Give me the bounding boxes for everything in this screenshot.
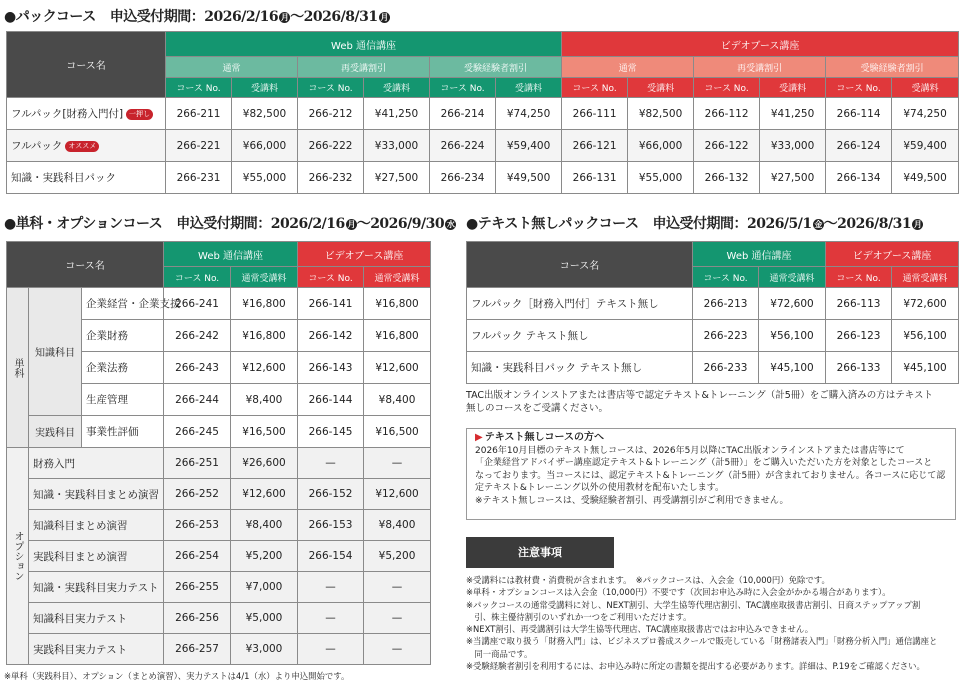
course-name: 企業財務 [82, 320, 164, 352]
course-name: 知識・実践科目まとめ演習 [29, 479, 164, 510]
single-footer-note: ※単科（実践科目）、オプション（まとめ演習）、実力テストは4/1（水）より申込開始です。 [4, 671, 350, 681]
notice-line: ※受講料には教材費・消費税が含まれます。 ※パックコースは、入会金（10,000円）免除です。 [466, 575, 830, 585]
group-practice: 実践科目 [29, 416, 82, 448]
fee-cell: ¥12,600 [231, 352, 298, 384]
course-no-cell: 266-234 [430, 162, 496, 194]
course-no-cell: 266-254 [164, 541, 231, 572]
fee-cell: ¥55,000 [232, 162, 298, 194]
col-no: コース No. [562, 78, 628, 98]
notice-line: ※NEXT割引、再受講割引は大学生協等代理店、TAC講座取扱書店ではお申込みできません。 [466, 624, 814, 635]
fee-cell: — [364, 603, 431, 634]
course-no-cell: 266-132 [694, 162, 760, 194]
fee-cell: ¥59,400 [496, 130, 562, 162]
fee-cell: ¥55,000 [628, 162, 694, 194]
course-no-cell: 266-113 [826, 288, 892, 320]
fee-cell: ¥16,800 [231, 320, 298, 352]
notext-info-box [466, 428, 956, 520]
table-row [7, 162, 959, 194]
course-no-cell: 266-255 [164, 572, 231, 603]
fee-cell: ¥12,600 [231, 479, 298, 510]
pack-header-video: ビデオブース講座 [562, 32, 959, 57]
course-no-cell: 266-222 [298, 130, 364, 162]
notice-line: ※パックコースの通常受講料に対し、NEXT割引、大学生協等代理店割引、TAC講座取扱書店割引、日商ステップアップ割 [466, 599, 921, 610]
course-no-cell: 266-213 [693, 288, 759, 320]
fee-cell: ¥12,600 [364, 479, 431, 510]
fee-cell: ¥8,400 [364, 510, 431, 541]
group-knowledge: 知識科目 [29, 288, 82, 416]
course-no-cell: 266-122 [694, 130, 760, 162]
notice-line: ※受験経験者割引を利用するには、お申込み時に所定の書類を提出する必要があります。詳細は、P.19をご確認ください。 [466, 661, 925, 672]
pack-video-normal: 通常 [562, 57, 694, 78]
fee-cell: ¥27,500 [760, 162, 826, 194]
pack-web-re: 再受講割引 [298, 57, 430, 78]
fee-cell: ¥16,500 [231, 416, 298, 448]
course-no-cell: 266-231 [166, 162, 232, 194]
course-no-cell: — [298, 572, 364, 603]
notext-header-course: コース名 [467, 242, 693, 288]
fee-cell: ¥49,500 [892, 162, 959, 194]
table-row [467, 320, 959, 352]
course-name: 生産管理 [82, 384, 164, 416]
fee-cell: ¥59,400 [892, 130, 959, 162]
course-name: 企業経営・企業支援 [82, 288, 164, 320]
fee-cell: ¥26,600 [231, 448, 298, 479]
col-fee: 受講料 [364, 78, 430, 98]
fee-cell: ¥82,500 [232, 98, 298, 130]
col-no: コース No. [166, 78, 232, 98]
course-name-text: フルパック [11, 140, 63, 152]
course-no-cell: 266-145 [298, 416, 364, 448]
col-no: コース No. [826, 78, 892, 98]
pack-web-normal: 通常 [166, 57, 298, 78]
single-section-title: ●単科・オプションコース 申込受付期間：2026/2/16 月 〜2026/9/30 水 [4, 216, 455, 232]
course-name [7, 162, 166, 194]
course-no-cell: 266-144 [298, 384, 364, 416]
course-no-cell: — [298, 603, 364, 634]
fee-cell: ¥16,800 [231, 288, 298, 320]
fee-cell: ¥74,250 [892, 98, 959, 130]
course-no-cell: 266-154 [298, 541, 364, 572]
course-no-cell: 266-114 [826, 98, 892, 130]
pack-video-exp: 受験経験者割引 [826, 57, 959, 78]
table-row [7, 541, 431, 572]
course-no-cell: — [298, 448, 364, 479]
group-option: オプション [7, 448, 29, 665]
fee-cell: ¥5,000 [231, 603, 298, 634]
fee-cell: ¥16,800 [364, 320, 431, 352]
table-row [7, 479, 431, 510]
course-name: 実践科目実力テスト [29, 634, 164, 665]
fee-cell: ¥72,600 [759, 288, 826, 320]
col-fee: 通常受講料 [364, 267, 431, 288]
course-no-cell: 266-152 [298, 479, 364, 510]
single-header-video: ビデオブース講座 [298, 242, 431, 267]
course-no-cell: 266-244 [164, 384, 231, 416]
course-no-cell: 266-141 [298, 288, 364, 320]
course-name: 実践科目まとめ演習 [29, 541, 164, 572]
course-name: 企業法務 [82, 352, 164, 384]
fee-cell: ¥16,500 [364, 416, 431, 448]
info-line: なっております。当コースには、認定テキスト&トレーニング（計5冊）が含まれておりません。各コースに応じて認 [475, 470, 946, 481]
fee-cell: ¥3,000 [231, 634, 298, 665]
table-row [7, 572, 431, 603]
course-no-cell: 266-242 [164, 320, 231, 352]
course-no-cell: 266-257 [164, 634, 231, 665]
notext-header-web: Web 通信講座 [693, 242, 826, 267]
course-no-cell: 266-133 [826, 352, 892, 384]
course-name: 知識・実践科目実力テスト [29, 572, 164, 603]
info-line: 定テキスト&トレーニング以外の使用教材を配布いたします。 [475, 483, 724, 493]
course-no-cell: 266-251 [164, 448, 231, 479]
course-no-cell: 266-131 [562, 162, 628, 194]
course-no-cell: 266-123 [826, 320, 892, 352]
notice-line: ※単科・オプションコースは入会金（10,000円）不要です（次回お申込み時に入会金がかかる場合があります）。 [466, 587, 891, 598]
course-name: フルパック テキスト無し [467, 320, 693, 352]
fee-cell: ¥45,100 [892, 352, 959, 384]
course-no-cell: 266-223 [693, 320, 759, 352]
course-no-cell: 266-253 [164, 510, 231, 541]
table-row [7, 510, 431, 541]
course-no-cell: 266-214 [430, 98, 496, 130]
pack-video-re: 再受講割引 [694, 57, 826, 78]
col-no: コース No. [298, 267, 364, 288]
fee-cell: ¥5,200 [364, 541, 431, 572]
recommend-badge: オススメ [65, 141, 99, 152]
course-name [7, 130, 166, 162]
col-no: コース No. [826, 267, 892, 288]
pack-section-title: ●パックコース 申込受付期間：2026/2/16 月 〜2026/8/31 月 [4, 9, 388, 25]
col-fee: 通常受講料 [231, 267, 298, 288]
course-no-cell: 266-221 [166, 130, 232, 162]
notext-note: TAC出版オンラインストアまたは書店等で認定テキスト&トレーニング（計5冊）をご購入済みの方はテキスト 無しのコースをご受講ください。 [466, 390, 934, 414]
fee-cell: ¥5,200 [231, 541, 298, 572]
pack-header-course: コース名 [7, 32, 166, 98]
info-line: ※テキスト無しコースは、受験経験者割引、再受講割引がご利用できません。 [475, 495, 789, 506]
fee-cell: — [364, 572, 431, 603]
fee-cell: ¥16,800 [364, 288, 431, 320]
info-line: 2026年10月目標のテキスト無しコースは、2026年5月以降にTAC出版オンラインストアまたは書店等にて [475, 445, 905, 456]
fee-cell: ¥8,400 [231, 510, 298, 541]
fee-cell: ¥12,600 [364, 352, 431, 384]
table-row [7, 288, 431, 320]
pack-web-exp: 受験経験者割引 [430, 57, 562, 78]
notice-line: 同一商品です。 [466, 648, 533, 659]
course-name: 知識・実践科目パック テキスト無し [467, 352, 693, 384]
course-no-cell: 266-134 [826, 162, 892, 194]
recommend-badge: 一押し [126, 109, 153, 120]
col-no: コース No. [430, 78, 496, 98]
notext-info-title: ▶ テキスト無しコースの方へ [475, 432, 605, 443]
fee-cell: ¥66,000 [628, 130, 694, 162]
course-no-cell: 266-232 [298, 162, 364, 194]
notext-table [466, 241, 959, 384]
course-no-cell: 266-142 [298, 320, 364, 352]
col-no: コース No. [164, 267, 231, 288]
fee-cell: ¥56,100 [759, 320, 826, 352]
fee-cell: ¥41,250 [364, 98, 430, 130]
col-fee: 受講料 [760, 78, 826, 98]
fee-cell: ¥41,250 [760, 98, 826, 130]
fee-cell: ¥27,500 [364, 162, 430, 194]
fee-cell: ¥66,000 [232, 130, 298, 162]
fee-cell: — [364, 634, 431, 665]
pack-table [6, 31, 959, 194]
fee-cell: ¥33,000 [364, 130, 430, 162]
col-fee: 受講料 [892, 78, 959, 98]
course-no-cell: 266-243 [164, 352, 231, 384]
fee-cell: ¥8,400 [364, 384, 431, 416]
course-no-cell: 266-212 [298, 98, 364, 130]
notice-line: 引、株主優待割引のいずれか一つをご利用いただけます。 [466, 611, 692, 622]
course-name-text: 知識・実践科目パック [11, 172, 116, 184]
single-header-web: Web 通信講座 [164, 242, 298, 267]
table-row [467, 352, 959, 384]
course-no-cell: 266-256 [164, 603, 231, 634]
col-fee: 受講料 [496, 78, 562, 98]
fee-cell: ¥49,500 [496, 162, 562, 194]
table-row [7, 98, 959, 130]
fee-cell: ¥7,000 [231, 572, 298, 603]
table-row [7, 634, 431, 665]
course-no-cell: 266-233 [693, 352, 759, 384]
course-no-cell: 266-224 [430, 130, 496, 162]
fee-cell: ¥56,100 [892, 320, 959, 352]
course-no-cell: 266-153 [298, 510, 364, 541]
course-name: フルパック［財務入門付］テキスト無し [467, 288, 693, 320]
fee-cell: — [364, 448, 431, 479]
course-no-cell: 266-245 [164, 416, 231, 448]
table-row [7, 603, 431, 634]
col-fee: 受講料 [232, 78, 298, 98]
table-row [467, 288, 959, 320]
fee-cell: ¥74,250 [496, 98, 562, 130]
col-fee: 通常受講料 [759, 267, 826, 288]
course-no-cell: 266-121 [562, 130, 628, 162]
single-header-course: コース名 [7, 242, 164, 288]
info-line: 「企業経営アドバイザー講座認定テキスト&トレーニング（計5冊）」をご購入いただいた方を対象としたコースと [475, 458, 933, 468]
notext-section-title: ●テキスト無しパックコース 申込受付期間：2026/5/1 金 〜2026/8/31 月 [466, 216, 922, 232]
fee-cell: ¥72,600 [892, 288, 959, 320]
fee-cell: ¥82,500 [628, 98, 694, 130]
table-row [7, 416, 431, 448]
course-no-cell: — [298, 634, 364, 665]
course-name-text: フルパック[財務入門付] [11, 108, 124, 120]
course-no-cell: 266-124 [826, 130, 892, 162]
table-row [7, 130, 959, 162]
course-no-cell: 266-252 [164, 479, 231, 510]
notext-header-video: ビデオブース講座 [826, 242, 959, 267]
course-no-cell: 266-211 [166, 98, 232, 130]
pack-header-web: Web 通信講座 [166, 32, 562, 57]
fee-cell: ¥33,000 [760, 130, 826, 162]
col-no: コース No. [693, 267, 759, 288]
course-no-cell: 266-241 [164, 288, 231, 320]
group-single: 単科 [7, 288, 29, 448]
course-no-cell: 266-112 [694, 98, 760, 130]
single-table [6, 241, 431, 665]
table-row [7, 448, 431, 479]
course-no-cell: 266-111 [562, 98, 628, 130]
col-no: コース No. [298, 78, 364, 98]
fee-cell: ¥45,100 [759, 352, 826, 384]
course-no-cell: 266-143 [298, 352, 364, 384]
course-name [7, 98, 166, 130]
course-name: 知識科目まとめ演習 [29, 510, 164, 541]
notices-list [466, 574, 958, 672]
triangle-icon: ▶ [475, 432, 483, 443]
fee-cell: ¥8,400 [231, 384, 298, 416]
course-name: 財務入門 [29, 448, 164, 479]
col-no: コース No. [694, 78, 760, 98]
course-name: 知識科目実力テスト [29, 603, 164, 634]
col-fee: 通常受講料 [892, 267, 959, 288]
col-fee: 受講料 [628, 78, 694, 98]
notices-title: 注意事項 [466, 537, 614, 568]
notice-line: ※当講座で取り扱う「財務入門」は、ビジネスプロ養成スクールで販売している「財務諸表入門」「財務分析入門」通信講座と [466, 636, 938, 647]
course-name: 事業性評価 [82, 416, 164, 448]
